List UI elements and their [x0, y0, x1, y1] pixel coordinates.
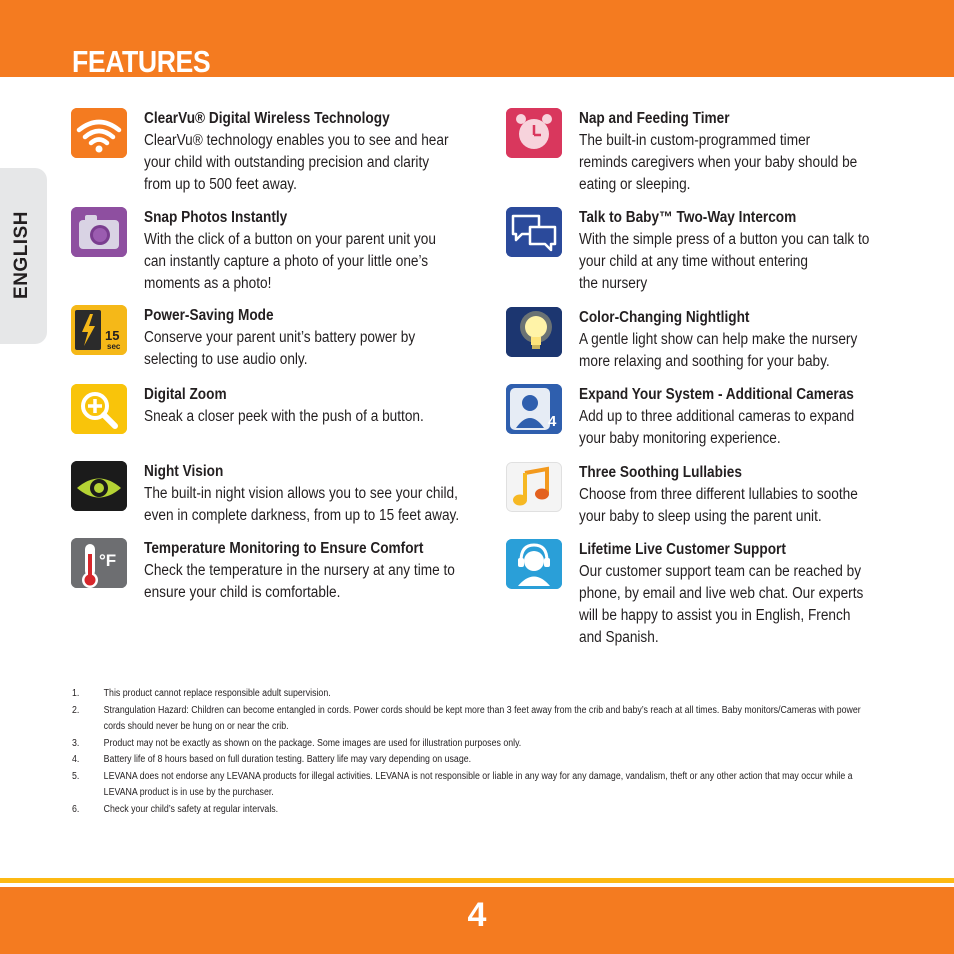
feature-title: Talk to Baby™ Two-Way Intercom [579, 209, 797, 226]
feature-description: With the simple press of a button you can talk to your child at any time without entering the nursery [579, 231, 870, 292]
footnote-item [72, 736, 882, 753]
speech-bubbles-icon [506, 207, 562, 257]
footnote-number: 5. [72, 770, 80, 782]
feature-description: Add up to three additional cameras to expand your baby monitoring experience. [579, 408, 855, 447]
footnotes [72, 686, 892, 818]
footnote-text: Check your child’s safety at regular intervals. [103, 803, 279, 815]
language-label: ENGLISH [11, 211, 32, 299]
footnote-item [72, 769, 882, 802]
feature-description: Conserve your parent unit’s battery power by selecting to use audio only. [144, 329, 416, 368]
camera-icon [71, 207, 127, 257]
feature-description: The built-in night vision allows you to see your child, even in complete darkness, from up to 15 feet away. [144, 485, 460, 524]
footnote-number: 6. [72, 803, 80, 815]
thermometer-icon [71, 538, 127, 588]
headset-agent-icon [506, 539, 562, 589]
feature-description: The built-in custom-programmed timer reminds caregivers when your baby should be eating or sleeping. [579, 132, 858, 193]
footnote-item [72, 686, 882, 703]
feature-title: Lifetime Live Customer Support [579, 541, 786, 558]
footnote-item [72, 703, 882, 736]
page-title: FEATURES [72, 44, 211, 79]
fahrenheit-label: °F [99, 551, 117, 570]
footnote-text: LEVANA does not endorse any LEVANA products for illegal activities. LEVANA is not responsible or liable in any way for any damage, vandalism, theft or any other action that may occur while a LEVANA product is in use by the purchaser. [103, 770, 853, 798]
footnote-text: Product may not be exactly as shown on the package. Some images are used for illustration purposes only. [103, 737, 522, 749]
camera-count-badge: 4 [548, 413, 557, 430]
feature-description: With the click of a button on your parent unit you can instantly capture a photo of your little one’s moments as a photo! [144, 231, 436, 292]
footnote-number: 1. [72, 688, 80, 699]
feature-title: ClearVu® Digital Wireless Technology [144, 110, 390, 127]
feature-title: Power-Saving Mode [144, 307, 274, 324]
timer-badge-value: 15 [105, 328, 120, 343]
user-add-camera-icon [506, 384, 562, 434]
feature-title: Three Soothing Lullabies [579, 464, 742, 481]
footer-accent-line [0, 878, 954, 883]
footnote-number: 4. [72, 754, 80, 765]
feature-title: Color-Changing Nightlight [579, 309, 750, 326]
timer-badge-unit: sec [107, 342, 121, 351]
page-number: 4 [467, 896, 487, 934]
feature-description: A gentle light show can help make the nursery more relaxing and soothing for your baby. [579, 331, 858, 370]
footnote-text: This product cannot replace responsible adult supervision. [103, 688, 331, 699]
footnote-number: 2. [72, 704, 80, 716]
footnote-text: Strangulation Hazard: Children can become entangled in cords. Power cords should be kept more than 3 feet away from the crib and baby’s reach at all times. Baby monitors/Cameras with power cords should never be hung on or near the crib. [103, 704, 861, 732]
feature-title: Night Vision [144, 463, 224, 480]
feature-description: ClearVu® technology enables you to see and hear your child with outstanding precision and clarity from up to 500 feet away. [144, 132, 449, 193]
light-bulb-icon [506, 307, 562, 357]
feature-description: Our customer support team can be reached by phone, by email and live web chat. Our experts will be happy to assist you in English, French and Spanish. [579, 563, 864, 646]
feature-title: Snap Photos Instantly [144, 209, 288, 226]
wifi-icon [71, 108, 127, 158]
feature-description: Check the temperature in the nursery at any time to ensure your child is comfortable. [144, 562, 455, 601]
feature-title: Nap and Feeding Timer [579, 110, 730, 127]
night-vision-eye-icon [71, 461, 127, 511]
feature-description: Sneak a closer peek with the push of a button. [144, 408, 424, 425]
zoom-in-icon [71, 384, 127, 434]
footnote-text: Battery life of 8 hours based on full duration testing. Battery life may vary depending on usage. [103, 754, 472, 765]
footnote-item [72, 752, 882, 769]
feature-description: Choose from three different lullabies to soothe your baby to sleep using the parent unit. [579, 486, 858, 525]
battery-timer-icon [71, 305, 127, 355]
feature-title: Expand Your System - Additional Cameras [579, 386, 854, 403]
feature-title: Temperature Monitoring to Ensure Comfort [144, 540, 424, 557]
footnote-number: 3. [72, 737, 80, 749]
music-notes-icon [506, 462, 562, 512]
feature-title: Digital Zoom [144, 386, 227, 403]
alarm-clock-icon [506, 108, 562, 158]
footnote-item [72, 802, 882, 819]
